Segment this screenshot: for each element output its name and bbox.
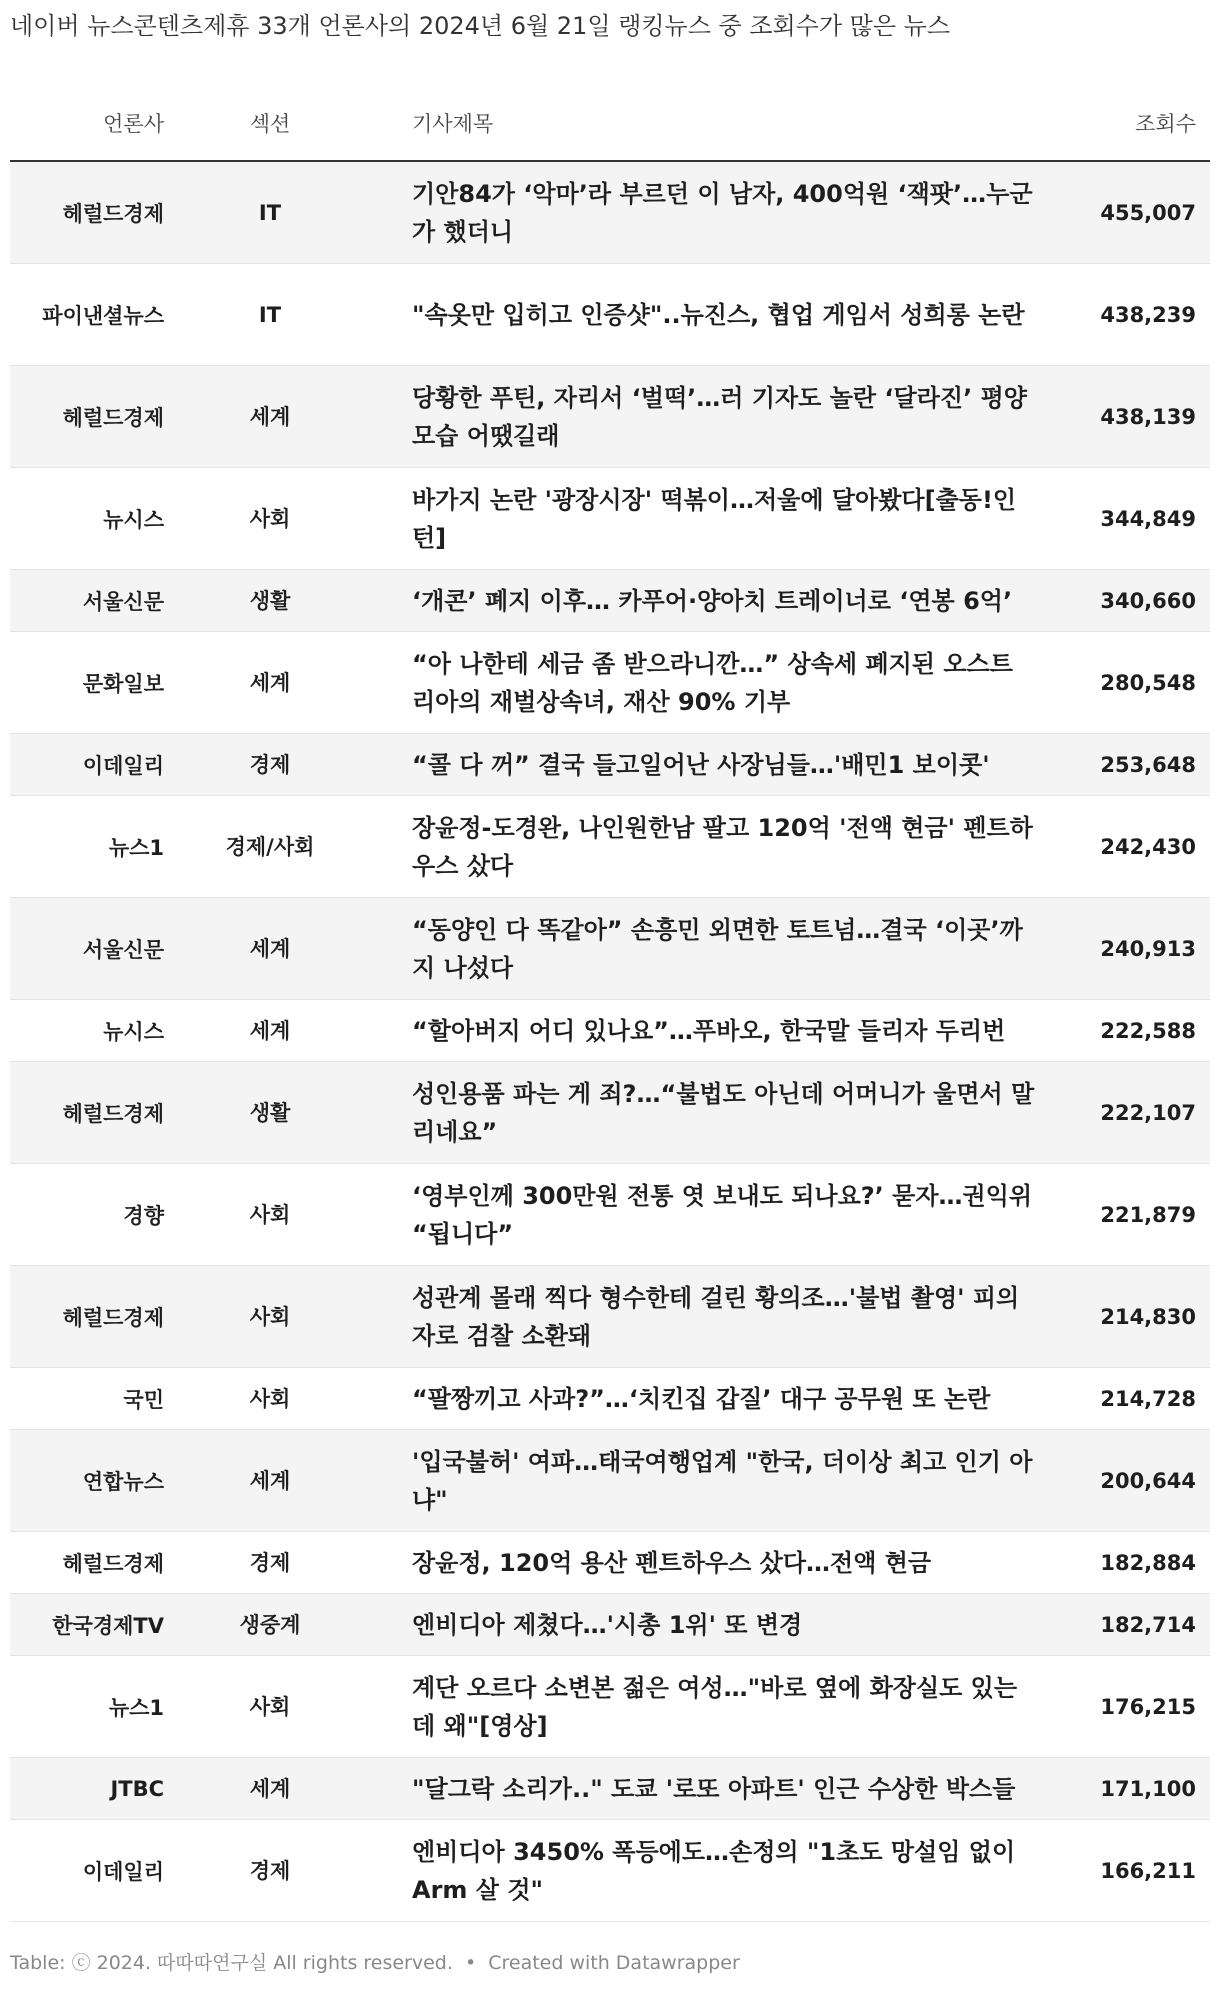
table-row xyxy=(10,366,1210,468)
cell-article-title: '입국불허' 여파…태국여행업계 "한국, 더이상 최고 인기 아냐" xyxy=(370,1430,1050,1532)
cell-views: 344,849 xyxy=(1050,468,1210,570)
header-article-title[interactable]: 기사제목 xyxy=(370,92,1050,161)
cell-publisher: 뉴시스 xyxy=(10,1000,170,1062)
cell-views: 182,714 xyxy=(1050,1594,1210,1656)
table-row xyxy=(10,264,1210,366)
cell-publisher: 뉴시스 xyxy=(10,468,170,570)
table-row xyxy=(10,1594,1210,1656)
cell-article-title: “팔짱끼고 사과?”…‘치킨집 갑질’ 대구 공무원 또 논란 xyxy=(370,1368,1050,1430)
cell-publisher: 파이낸셜뉴스 xyxy=(10,264,170,366)
table-row xyxy=(10,468,1210,570)
header-publisher[interactable]: 언론사 xyxy=(10,92,170,161)
cell-article-title: 장윤정-도경완, 나인원한남 팔고 120억 '전액 현금' 펜트하우스 샀다 xyxy=(370,796,1050,898)
cell-section: 경제 xyxy=(170,1532,370,1594)
cell-section: 세계 xyxy=(170,1758,370,1820)
cell-article-title: 기안84가 ‘악마’라 부르던 이 남자, 400억원 ‘잭팟’…누군가 했더니 xyxy=(370,161,1050,264)
cell-section: 사회 xyxy=(170,1368,370,1430)
table-row xyxy=(10,1000,1210,1062)
cell-views: 200,644 xyxy=(1050,1430,1210,1532)
table-row xyxy=(10,632,1210,734)
table-row xyxy=(10,898,1210,1000)
cell-publisher: JTBC xyxy=(10,1758,170,1820)
cell-section: 세계 xyxy=(170,1430,370,1532)
cell-section: 세계 xyxy=(170,632,370,734)
cell-article-title: “콜 다 꺼” 결국 들고일어난 사장님들…'배민1 보이콧' xyxy=(370,734,1050,796)
cell-views: 214,728 xyxy=(1050,1368,1210,1430)
cell-article-title: “동양인 다 똑같아” 손흥민 외면한 토트넘…결국 ‘이곳’까지 나섰다 xyxy=(370,898,1050,1000)
cell-article-title: "달그락 소리가.." 도쿄 '로또 아파트' 인근 수상한 박스들 xyxy=(370,1758,1050,1820)
cell-section: 경제 xyxy=(170,734,370,796)
cell-article-title: 엔비디아 3450% 폭등에도…손정의 "1초도 망설임 없이 Arm 살 것" xyxy=(370,1820,1050,1922)
cell-section: 경제 xyxy=(170,1820,370,1922)
cell-publisher: 문화일보 xyxy=(10,632,170,734)
cell-section: 사회 xyxy=(170,1164,370,1266)
cell-section: 생활 xyxy=(170,1062,370,1164)
cell-article-title: 성관계 몰래 찍다 형수한테 걸린 황의조…'불법 촬영' 피의자로 검찰 소환돼 xyxy=(370,1266,1050,1368)
cell-publisher: 국민 xyxy=(10,1368,170,1430)
table-row xyxy=(10,1532,1210,1594)
footer-separator: • xyxy=(464,1952,477,1974)
table-row xyxy=(10,1820,1210,1922)
cell-publisher: 헤럴드경제 xyxy=(10,1532,170,1594)
cell-views: 176,215 xyxy=(1050,1656,1210,1758)
cell-section: 세계 xyxy=(170,366,370,468)
table-row xyxy=(10,1266,1210,1368)
cell-article-title: 당황한 푸틴, 자리서 ‘벌떡’…러 기자도 놀란 ‘달라진’ 평양 모습 어땠길래 xyxy=(370,366,1050,468)
cell-section: 세계 xyxy=(170,898,370,1000)
cell-section: IT xyxy=(170,161,370,264)
cell-article-title: ‘개콘’ 폐지 이후… 카푸어·양아치 트레이너로 ‘연봉 6억’ xyxy=(370,570,1050,632)
cell-views: 455,007 xyxy=(1050,161,1210,264)
cell-views: 222,588 xyxy=(1050,1000,1210,1062)
cell-publisher: 이데일리 xyxy=(10,734,170,796)
cell-article-title: "속옷만 입히고 인증샷"..뉴진스, 협업 게임서 성희롱 논란 xyxy=(370,264,1050,366)
table-row xyxy=(10,570,1210,632)
cell-article-title: 장윤정, 120억 용산 펜트하우스 샀다…전액 현금 xyxy=(370,1532,1050,1594)
cell-views: 222,107 xyxy=(1050,1062,1210,1164)
table-row xyxy=(10,1758,1210,1820)
cell-views: 240,913 xyxy=(1050,898,1210,1000)
table-row xyxy=(10,734,1210,796)
table-row xyxy=(10,1368,1210,1430)
cell-section: 사회 xyxy=(170,1266,370,1368)
news-ranking-table xyxy=(10,92,1210,1922)
cell-publisher: 이데일리 xyxy=(10,1820,170,1922)
cell-article-title: ‘영부인께 300만원 전통 엿 보내도 되나요?’ 묻자…권익위 “됩니다” xyxy=(370,1164,1050,1266)
cell-section: 생중계 xyxy=(170,1594,370,1656)
cell-views: 253,648 xyxy=(1050,734,1210,796)
cell-views: 214,830 xyxy=(1050,1266,1210,1368)
cell-views: 221,879 xyxy=(1050,1164,1210,1266)
cell-publisher: 헤럴드경제 xyxy=(10,1062,170,1164)
table-row xyxy=(10,1164,1210,1266)
footer xyxy=(10,1948,740,1975)
cell-publisher: 서울신문 xyxy=(10,570,170,632)
cell-section: 사회 xyxy=(170,468,370,570)
cell-article-title: 성인용품 파는 게 죄?…“불법도 아닌데 어머니가 울면서 말리네요” xyxy=(370,1062,1050,1164)
cell-views: 242,430 xyxy=(1050,796,1210,898)
cell-publisher: 뉴스1 xyxy=(10,796,170,898)
table-row xyxy=(10,796,1210,898)
cell-article-title: 계단 오르다 소변본 젊은 여성…"바로 옆에 화장실도 있는데 왜"[영상] xyxy=(370,1656,1050,1758)
cell-views: 182,884 xyxy=(1050,1532,1210,1594)
cell-views: 340,660 xyxy=(1050,570,1210,632)
cell-publisher: 헤럴드경제 xyxy=(10,366,170,468)
cell-article-title: 엔비디아 제쳤다…'시총 1위' 또 변경 xyxy=(370,1594,1050,1656)
cell-article-title: “할아버지 어디 있나요”…푸바오, 한국말 들리자 두리번 xyxy=(370,1000,1050,1062)
table-row xyxy=(10,1656,1210,1758)
cell-views: 438,239 xyxy=(1050,264,1210,366)
cell-article-title: 바가지 논란 '광장시장' 떡볶이…저울에 달아봤다[출동!인턴] xyxy=(370,468,1050,570)
header-views[interactable]: 조회수 xyxy=(1050,92,1210,161)
table-title: 네이버 뉴스콘텐츠제휴 33개 언론사의 2024년 6월 21일 랭킹뉴스 중 조회수가 많은 뉴스 xyxy=(10,12,951,40)
cell-views: 438,139 xyxy=(1050,366,1210,468)
cell-publisher: 헤럴드경제 xyxy=(10,161,170,264)
cell-section: 세계 xyxy=(170,1000,370,1062)
cell-publisher: 뉴스1 xyxy=(10,1656,170,1758)
cell-views: 166,211 xyxy=(1050,1820,1210,1922)
cell-publisher: 서울신문 xyxy=(10,898,170,1000)
cell-views: 171,100 xyxy=(1050,1758,1210,1820)
header-section[interactable]: 섹션 xyxy=(170,92,370,161)
cell-article-title: “아 나한테 세금 좀 받으라니깐…” 상속세 폐지된 오스트리아의 재벌상속녀, 재산 90% 기부 xyxy=(370,632,1050,734)
table-row xyxy=(10,161,1210,264)
table-row xyxy=(10,1430,1210,1532)
cell-views: 280,548 xyxy=(1050,632,1210,734)
cell-section: 사회 xyxy=(170,1656,370,1758)
table-row xyxy=(10,1062,1210,1164)
cell-section: 경제/사회 xyxy=(170,796,370,898)
cell-publisher: 헤럴드경제 xyxy=(10,1266,170,1368)
cell-section: 생활 xyxy=(170,570,370,632)
cell-publisher: 한국경제TV xyxy=(10,1594,170,1656)
cell-publisher: 연합뉴스 xyxy=(10,1430,170,1532)
cell-section: IT xyxy=(170,264,370,366)
table-header-row xyxy=(10,92,1210,161)
cell-publisher: 경향 xyxy=(10,1164,170,1266)
footer-created-with-link[interactable]: Created with Datawrapper xyxy=(488,1952,740,1974)
footer-credit: Table: ⓒ 2024. 따따따연구실 All rights reserved. xyxy=(10,1952,453,1974)
table-body xyxy=(10,161,1210,1922)
